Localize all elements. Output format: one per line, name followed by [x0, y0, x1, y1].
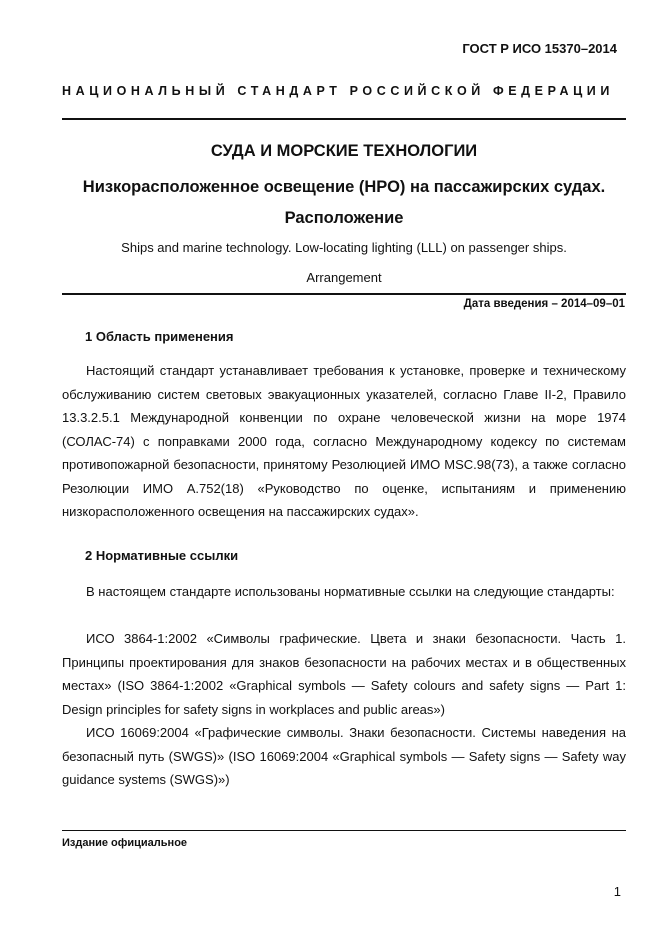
title-divider [62, 293, 626, 295]
reference-iso-3864: ИСО 3864-1:2002 «Символы графические. Цвета и знаки безопасности. Часть 1. Принципы проектирования для знаков безопасности на рабочих местах и в общественных местах» (ISO 3864-1:2002 «Graphical symbols — Safety colours and safety signs — Part 1: Design principles for safety signs in workplaces and public areas») [62, 631, 626, 717]
section1-heading: 1 Область применения [85, 329, 234, 344]
subtitle-russian: Низкорасположенное освещение (НРО) на пассажирских судах. Расположение [82, 178, 606, 227]
document-number: ГОСТ Р ИСО 15370–2014 [462, 41, 617, 56]
section2-intro: В настоящем стандарте использованы нормативные ссылки на следующие стандарты: [86, 584, 615, 599]
header-divider [62, 118, 626, 120]
page-number: 1 [613, 884, 621, 899]
main-title: СУДА И МОРСКИЕ ТЕХНОЛОГИИ [210, 142, 478, 160]
official-edition-label: Издание официальное [62, 837, 188, 849]
title-english-line1: Ships and marine technology. Low-locating lighting (LLL) on passenger ships. [121, 240, 567, 255]
national-standard-banner: НАЦИОНАЛЬНЫЙ СТАНДАРТ РОССИЙСКОЙ ФЕДЕРАЦИИ [62, 84, 614, 98]
title-english [62, 233, 626, 293]
section2-heading: 2 Нормативные ссылки [85, 548, 239, 563]
section1-paragraph: Настоящий стандарт устанавливает требования к установке, проверке и техническому обслуживанию систем световых эвакуационных указателей, согласно Главе II-2, Правило 13.3.2.5.1 Международной конвенции по охране человеческой жизни на море 1974 (СОЛАС-74) с поправками 2000 года, согласно Международному кодексу по системам противопожарной безопасности, принятому Резолюцией ИМО MSC.98(73), а также согласно Резолюции ИМО А.752(18) «Руководство по оценке, испытаниям и применению низкорасположенного освещения на пассажирских судах». [62, 363, 626, 519]
reference-iso-16069: ИСО 16069:2004 «Графические символы. Знаки безопасности. Системы наведения на безопасный путь (SWGS)» (ISO 16069:2004 «Graphical symbols — Safety signs — Safety way guidance systems (SWGS)») [62, 725, 626, 787]
footer-divider [62, 830, 626, 831]
title-english-line2: Arrangement [306, 270, 382, 285]
introduction-date: Дата введения – 2014–09–01 [463, 298, 625, 310]
